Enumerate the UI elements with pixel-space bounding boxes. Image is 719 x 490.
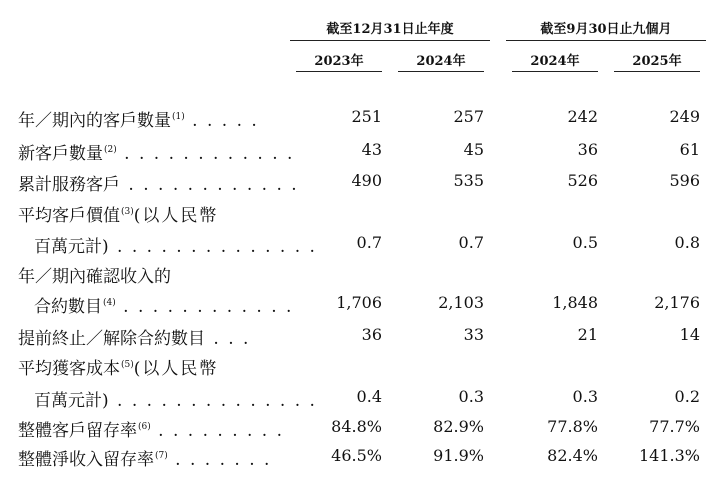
row-label <box>34 290 293 320</box>
row-label-suffix: . . . . . . . . . . . . <box>121 175 299 195</box>
cell-value: 77.8% <box>547 417 598 436</box>
table-row <box>0 352 719 378</box>
year-underline <box>512 71 598 72</box>
row-label <box>18 443 271 473</box>
row-label-text: 合約數目 <box>34 297 102 317</box>
cell-value: 43 <box>361 140 382 159</box>
row-label-text: 整體客戶留存率 <box>18 421 137 441</box>
footnote-marker: (2) <box>104 145 117 155</box>
table-row <box>0 443 719 469</box>
cell-value: 1,706 <box>336 293 382 312</box>
row-label <box>18 322 250 352</box>
group-underline-nine-months <box>506 40 706 41</box>
cell-value: 36 <box>577 140 598 159</box>
row-label-text: 百萬元計) <box>34 391 109 411</box>
footnote-marker: (5) <box>121 360 134 370</box>
cell-value: 526 <box>567 171 598 190</box>
row-label <box>18 137 294 167</box>
cell-value: 45 <box>463 140 484 159</box>
cell-value: 46.5% <box>331 446 382 465</box>
table-row <box>0 137 719 163</box>
row-label <box>34 230 317 260</box>
table-row <box>0 260 719 286</box>
cell-value: 0.2 <box>674 387 700 406</box>
table-row <box>0 414 719 440</box>
table-row <box>0 168 719 194</box>
row-label-text: 平均獲客成本 <box>18 359 120 379</box>
group-header-annual: 截至12月31日止年度 <box>326 22 454 37</box>
cell-value: 77.7% <box>649 417 700 436</box>
column-header-year: 2024年 <box>416 54 466 69</box>
row-label-suffix: . . . . . . . . . . . . . . <box>109 237 317 257</box>
footnote-marker: (4) <box>103 298 116 308</box>
row-label-suffix: . . . . . . . <box>167 450 272 470</box>
group-underline-annual <box>290 40 490 41</box>
year-underline <box>614 71 700 72</box>
cell-value: 0.8 <box>674 233 700 252</box>
cell-value: 0.4 <box>356 387 382 406</box>
row-label-suffix: . . . . . . . . . <box>150 421 285 441</box>
cell-value: 251 <box>351 107 382 126</box>
cell-value: 535 <box>453 171 484 190</box>
row-label <box>18 414 284 444</box>
column-header-year: 2024年 <box>530 54 580 69</box>
cell-value: 14 <box>679 325 700 344</box>
table-row <box>0 384 719 410</box>
cell-value: 61 <box>679 140 700 159</box>
row-label-text: 百萬元計) <box>34 237 109 257</box>
cell-value: 91.9% <box>433 446 484 465</box>
row-label-suffix: (以人民幣 <box>133 359 219 379</box>
table-row <box>0 230 719 256</box>
group-header-nine-months: 截至9月30日止九個月 <box>540 22 672 37</box>
cell-value: 84.8% <box>331 417 382 436</box>
table-row <box>0 199 719 225</box>
footnote-marker: (1) <box>172 112 185 122</box>
row-label <box>18 260 172 290</box>
cell-value: 0.7 <box>356 233 382 252</box>
cell-value: 0.3 <box>572 387 598 406</box>
cell-value: 242 <box>567 107 598 126</box>
cell-value: 0.5 <box>572 233 598 252</box>
row-label-suffix: . . . . . . . . . . . . <box>116 144 295 164</box>
table-row <box>0 104 719 130</box>
cell-value: 36 <box>361 325 382 344</box>
cell-value: 2,103 <box>438 293 484 312</box>
cell-value: 82.9% <box>433 417 484 436</box>
row-label-text: 平均客戶價值 <box>18 206 120 226</box>
year-underline <box>296 71 382 72</box>
cell-value: 249 <box>669 107 700 126</box>
cell-value: 0.7 <box>458 233 484 252</box>
row-label <box>18 168 299 198</box>
cell-value: 596 <box>669 171 700 190</box>
row-label-suffix: . . . . . . . . . . . . <box>115 297 294 317</box>
row-label-suffix: . . . . . . . . . . . . . . <box>109 391 317 411</box>
row-label-text: 整體淨收入留存率 <box>18 450 154 470</box>
cell-value: 490 <box>351 171 382 190</box>
row-label-suffix: . . . . . <box>184 111 259 131</box>
footnote-marker: (6) <box>138 422 151 432</box>
cell-value: 257 <box>453 107 484 126</box>
row-label <box>18 352 218 382</box>
year-underline <box>398 71 484 72</box>
table-row <box>0 322 719 348</box>
row-label-text: 年／期內確認收入的 <box>18 267 171 287</box>
table-row <box>0 290 719 316</box>
row-label-text: 累計服務客戶 <box>18 175 120 195</box>
column-header-year: 2025年 <box>632 54 682 69</box>
row-label <box>18 104 259 134</box>
column-header-year: 2023年 <box>314 54 364 69</box>
row-label-text: 提前終止／解除合約數目 <box>18 329 205 349</box>
cell-value: 0.3 <box>458 387 484 406</box>
row-label <box>18 199 218 229</box>
row-label <box>34 384 317 414</box>
cell-value: 21 <box>577 325 598 344</box>
cell-value: 33 <box>463 325 484 344</box>
row-label-text: 年／期內的客戶數量 <box>18 111 171 131</box>
footnote-marker: (3) <box>121 207 134 217</box>
row-label-suffix: . . . <box>206 329 251 349</box>
footnote-marker: (7) <box>155 451 168 461</box>
cell-value: 2,176 <box>654 293 700 312</box>
cell-value: 82.4% <box>547 446 598 465</box>
row-label-suffix: (以人民幣 <box>133 206 219 226</box>
row-label-text: 新客戶數量 <box>18 144 103 164</box>
cell-value: 141.3% <box>638 446 700 465</box>
cell-value: 1,848 <box>552 293 598 312</box>
